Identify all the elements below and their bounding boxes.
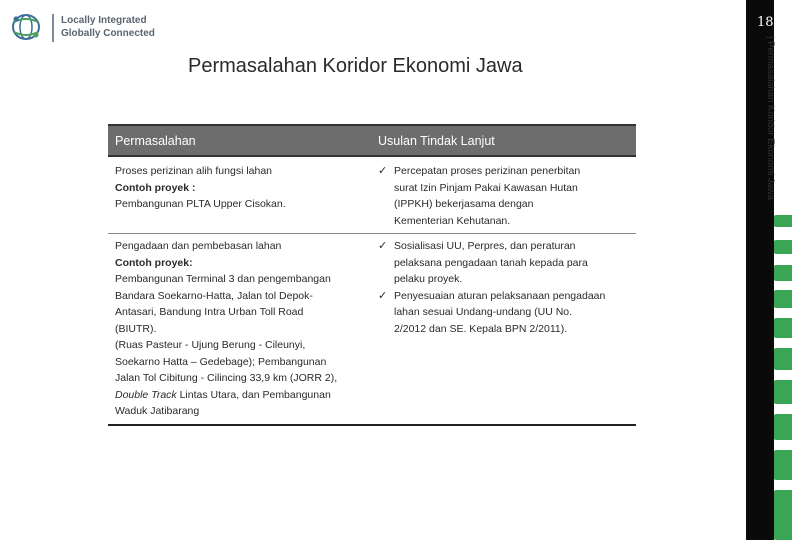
example-line: Waduk Jatibarang xyxy=(115,405,200,417)
action-item xyxy=(378,163,629,229)
action-line: pelaku proyek. xyxy=(394,273,463,285)
action-cell xyxy=(371,234,636,425)
action-item xyxy=(378,288,629,338)
action-line: Kementerian Kehutanan. xyxy=(394,214,511,227)
green-block xyxy=(774,450,792,480)
example-line: Antasari, Bandung Intra Urban Toll Road xyxy=(115,306,304,318)
action-line: Percepatan proses perizinan penerbitan xyxy=(394,165,581,177)
globe-logo-icon xyxy=(10,12,42,42)
italic-text: Double Track xyxy=(115,388,177,401)
problem-cell xyxy=(108,156,371,234)
green-block xyxy=(774,240,792,254)
green-block xyxy=(774,490,792,540)
action-line: surat Izin Pinjam Pakai Kawasan Hutan xyxy=(394,181,578,194)
side-title: | Permasalahan Koridor Ekonomi Jawa xyxy=(765,36,776,201)
problem-text: Pengadaan dan pembebasan lahan xyxy=(115,240,282,252)
example-line: Pembangunan Terminal 3 dan pengembangan xyxy=(115,273,331,285)
header-permasalahan: Permasalahan xyxy=(108,125,371,156)
checkmark-icon: ✓ xyxy=(378,164,388,177)
header-usulan: Usulan Tindak Lanjut xyxy=(371,125,636,156)
table-header-row xyxy=(108,125,636,156)
green-block xyxy=(774,318,792,338)
example-line: (Ruas Pasteur - Ujung Berung - Cileunyi, xyxy=(115,339,306,351)
action-line: Sosialisasi UU, Perpres, dan peraturan xyxy=(394,240,576,252)
green-block xyxy=(774,215,792,227)
logo-line-2: Globally Connected xyxy=(61,28,155,39)
example-line: Jalan Tol Cibitung - Cilincing 33,9 km (JORR 2), xyxy=(115,372,338,384)
page-number: 18 xyxy=(757,15,774,30)
action-cell xyxy=(371,156,636,234)
after-italic-text: Lintas Utara, dan Pembangunan xyxy=(176,388,331,401)
logo-separator xyxy=(52,14,54,42)
table-row xyxy=(108,234,636,425)
logo-text xyxy=(61,14,155,40)
example-line-mixed xyxy=(115,387,364,404)
green-block xyxy=(774,348,792,370)
page-title: Permasalahan Koridor Ekonomi Jawa xyxy=(188,55,523,77)
action-line: pelaksana pengadaan tanah kepada para xyxy=(394,256,588,269)
green-block xyxy=(774,380,792,404)
action-line: (IPPKH) bekerjasama dengan xyxy=(394,198,534,210)
problem-text: Proses perizinan alih fungsi lahan xyxy=(115,165,273,177)
example-label: Contoh proyek : xyxy=(115,181,196,194)
green-block xyxy=(774,290,792,308)
example-line: (BIUTR). xyxy=(115,322,157,335)
example-line: Bandara Soekarno-Hatta, Jalan tol Depok- xyxy=(115,289,313,302)
logo xyxy=(8,10,158,44)
green-block xyxy=(774,414,792,440)
table-row xyxy=(108,156,636,234)
logo-line-1: Locally Integrated xyxy=(61,15,147,26)
action-line: Penyesuaian aturan pelaksanaan pengadaan xyxy=(394,289,606,302)
example-line: Soekarno Hatta – Gedebage); Pembangunan xyxy=(115,355,327,368)
example-text: Pembangunan PLTA Upper Cisokan. xyxy=(115,198,286,210)
issues-table xyxy=(108,124,636,426)
action-item xyxy=(378,238,629,288)
example-label: Contoh proyek: xyxy=(115,256,193,269)
green-block xyxy=(774,265,792,281)
action-line: 2/2012 dan SE. Kepala BPN 2/2011). xyxy=(394,322,568,335)
action-line: lahan sesuai Undang-undang (UU No. xyxy=(394,306,573,318)
checkmark-icon: ✓ xyxy=(378,288,388,302)
checkmark-icon: ✓ xyxy=(378,239,388,252)
problem-cell xyxy=(108,234,371,425)
